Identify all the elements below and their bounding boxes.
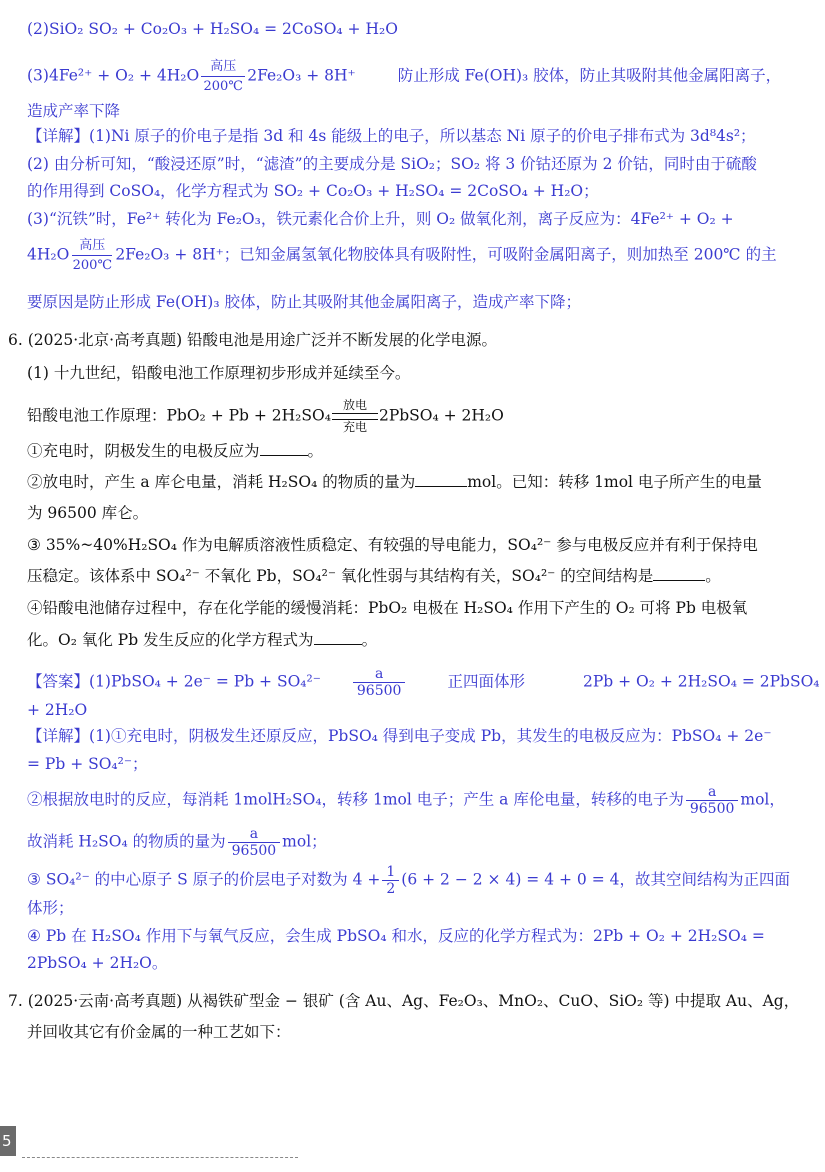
detail-6-line-7: ④ Pb 在 H₂SO₄ 作用下与氧气反应，会生成 PbSO₄ 和水，反应的化学方程式为：2Pb + O₂ + 2H₂SO₄ = bbox=[27, 927, 765, 945]
page-number: 5 bbox=[0, 1126, 16, 1156]
question-6-sub-3-cont: 压稳定。该体系中 SO₄²⁻ 不氧化 Pb，SO₄²⁻ 氧化性弱与其结构有关，SO₄²⁻ 的空间结构是 。 bbox=[27, 567, 721, 585]
question-7-line-2: 并回收其它有价金属的一种工艺如下： bbox=[27, 1023, 291, 1041]
fraction: $\frac{a}{96500}$ bbox=[228, 826, 281, 859]
fraction: $\frac{a}{96500}$ bbox=[353, 666, 406, 699]
fraction: $\frac{1}{2}$ bbox=[382, 864, 399, 897]
equation-left: (3)4Fe²⁺ + O₂ + 4H₂O bbox=[27, 66, 200, 85]
detail-tag: 【详解】 bbox=[27, 727, 90, 745]
answer-6-line-1: 【答案】(1)PbSO₄ + 2e⁻ = Pb + SO₄²⁻ $\frac{a}{96500}$ 正四面体形 2Pb + O₂ + 2H₂SO₄ = 2PbSO₄ bbox=[27, 666, 820, 699]
question-6-sub-3: ③ 35%~40%H₂SO₄ 作为电解质溶液性质稳定、有较强的导电能力，SO₄²⁻ 参与电极反应并有利于保持电 bbox=[27, 536, 758, 554]
answer-line-3 bbox=[27, 59, 781, 94]
detail-line-6: 要原因是防止形成 Fe(OH)₃ 胶体，防止其吸附其他金属阳离子，造成产率下降； bbox=[27, 293, 581, 311]
question-6-principle: 铅酸电池工作原理：PbO₂ + Pb + 2H₂SO₄放电 充电2PbSO₄ + 2H₂O bbox=[27, 398, 504, 434]
detail-line-3: 的作用得到 CoSO₄，化学方程式为 SO₂ + Co₂O₃ + H₂SO₄ = 2CoSO₄ + H₂O； bbox=[27, 182, 599, 200]
detail-6-line-4: 故消耗 H₂SO₄ 的物质的量为 $\frac{a}{96500}$ mol； bbox=[27, 826, 327, 859]
answer-tag: 【答案】 bbox=[27, 672, 90, 691]
answer-line-2: (2)SiO₂ SO₂ + Co₂O₃ + H₂SO₄ = 2CoSO₄ + H₂O bbox=[27, 20, 398, 38]
question-6-heading: 6. (2025·北京·高考真题) 铅酸电池是用途广泛并不断发展的化学电源。 bbox=[8, 331, 498, 349]
question-6-sub-4-cont: 化。O₂ 氧化 Pb 发生反应的化学方程式为 。 bbox=[27, 631, 378, 649]
fraction: $\frac{a}{96500}$ bbox=[686, 784, 739, 817]
answer-blank[interactable] bbox=[653, 566, 705, 581]
answer-blank[interactable] bbox=[415, 472, 467, 487]
detail-tag: 【详解】 bbox=[27, 127, 90, 145]
detail-6-line-6: 体形； bbox=[27, 899, 74, 917]
question-6-sub-4: ④铅酸电池储存过程中，存在化学能的缓慢消耗：PbO₂ 电极在 H₂SO₄ 作用下产生的 O₂ 可将 Pb 电极氧 bbox=[27, 599, 748, 617]
detail-line-4: (3)“沉铁”时，Fe²⁺ 转化为 Fe₂O₃，铁元素化合价上升，则 O₂ 做氧化剂，离子反应为：4Fe²⁺ + O₂ + bbox=[27, 210, 734, 228]
reversible-arrow: 放电 充电 bbox=[332, 399, 378, 434]
detail-6-line-2: = Pb + SO₄²⁻； bbox=[27, 755, 148, 773]
question-6-sub-2-cont: 为 96500 库仑。 bbox=[27, 504, 149, 522]
reaction-arrow: 高压 200℃ bbox=[201, 59, 245, 94]
detail-6-line-8: 2PbSO₄ + 2H₂O。 bbox=[27, 954, 168, 972]
detail-line-2: (2) 由分析可知，“酸浸还原”时，“滤渣”的主要成分是 SiO₂；SO₂ 将 3 价钴还原为 2 价钴，同时由于硫酸 bbox=[27, 155, 757, 173]
footer-divider bbox=[22, 1157, 298, 1158]
question-7-heading: 7. (2025·云南·高考真题) 从褐铁矿型金 − 银矿 (含 Au、Ag、Fe₂O₃、MnO₂、CuO、SiO₂ 等) 中提取 Au、Ag， bbox=[8, 992, 800, 1010]
question-6-sub-1: ①充电时，阴极发生的电极反应为 。 bbox=[27, 442, 324, 460]
answer-line-4: 造成产率下降 bbox=[27, 102, 121, 120]
detail-line-5: 4H₂O 高压 200℃ 2Fe₂O₃ + 8H⁺；已知金属氢氧化物胶体具有吸附性，可吸附金属阳离子，则加热至 200℃ 的主 bbox=[27, 238, 777, 273]
reaction-arrow: 高压 200℃ bbox=[72, 238, 112, 273]
question-6-sub-2: ②放电时，产生 a 库仑电量，消耗 H₂SO₄ 的物质的量为 mol。已知：转移 1mol 电子所产生的电量 bbox=[27, 473, 762, 491]
answer-blank[interactable] bbox=[314, 630, 362, 645]
answer-6-line-2: + 2H₂O bbox=[27, 701, 88, 719]
answer-blank[interactable] bbox=[260, 441, 308, 456]
detail-line-1: 【详解】(1)Ni 原子的价电子是指 3d 和 4s 能级上的电子，所以基态 Ni 原子的价电子排布式为 3d⁸4s²； bbox=[27, 127, 756, 145]
answer-reason: 防止形成 Fe(OH)₃ 胶体，防止其吸附其他金属阳离子， bbox=[397, 66, 782, 85]
equation-right: 2Fe₂O₃ + 8H⁺ bbox=[247, 66, 356, 85]
detail-6-line-5: ③ SO₄²⁻ 的中心原子 S 原子的价层电子对数为 4 + $\frac{1}{2}$ (6 + 2 − 2 × 4) = 4 + 0 = 4，故其空间结构为正四面 bbox=[27, 864, 790, 897]
detail-6-line-1: 【详解】(1)①充电时，阴极发生还原反应，PbSO₄ 得到电子变成 Pb，其发生的电极反应为：PbSO₄ + 2e⁻ bbox=[27, 727, 772, 745]
detail-6-line-3: ②根据放电时的反应，每消耗 1molH₂SO₄，转移 1mol 电子；产生 a 库伦电量，转移的电子为 $\frac{a}{96500}$ mol， bbox=[27, 784, 785, 817]
question-6-part-1: (1) 十九世纪，铅酸电池工作原理初步形成并延续至今。 bbox=[27, 364, 411, 382]
